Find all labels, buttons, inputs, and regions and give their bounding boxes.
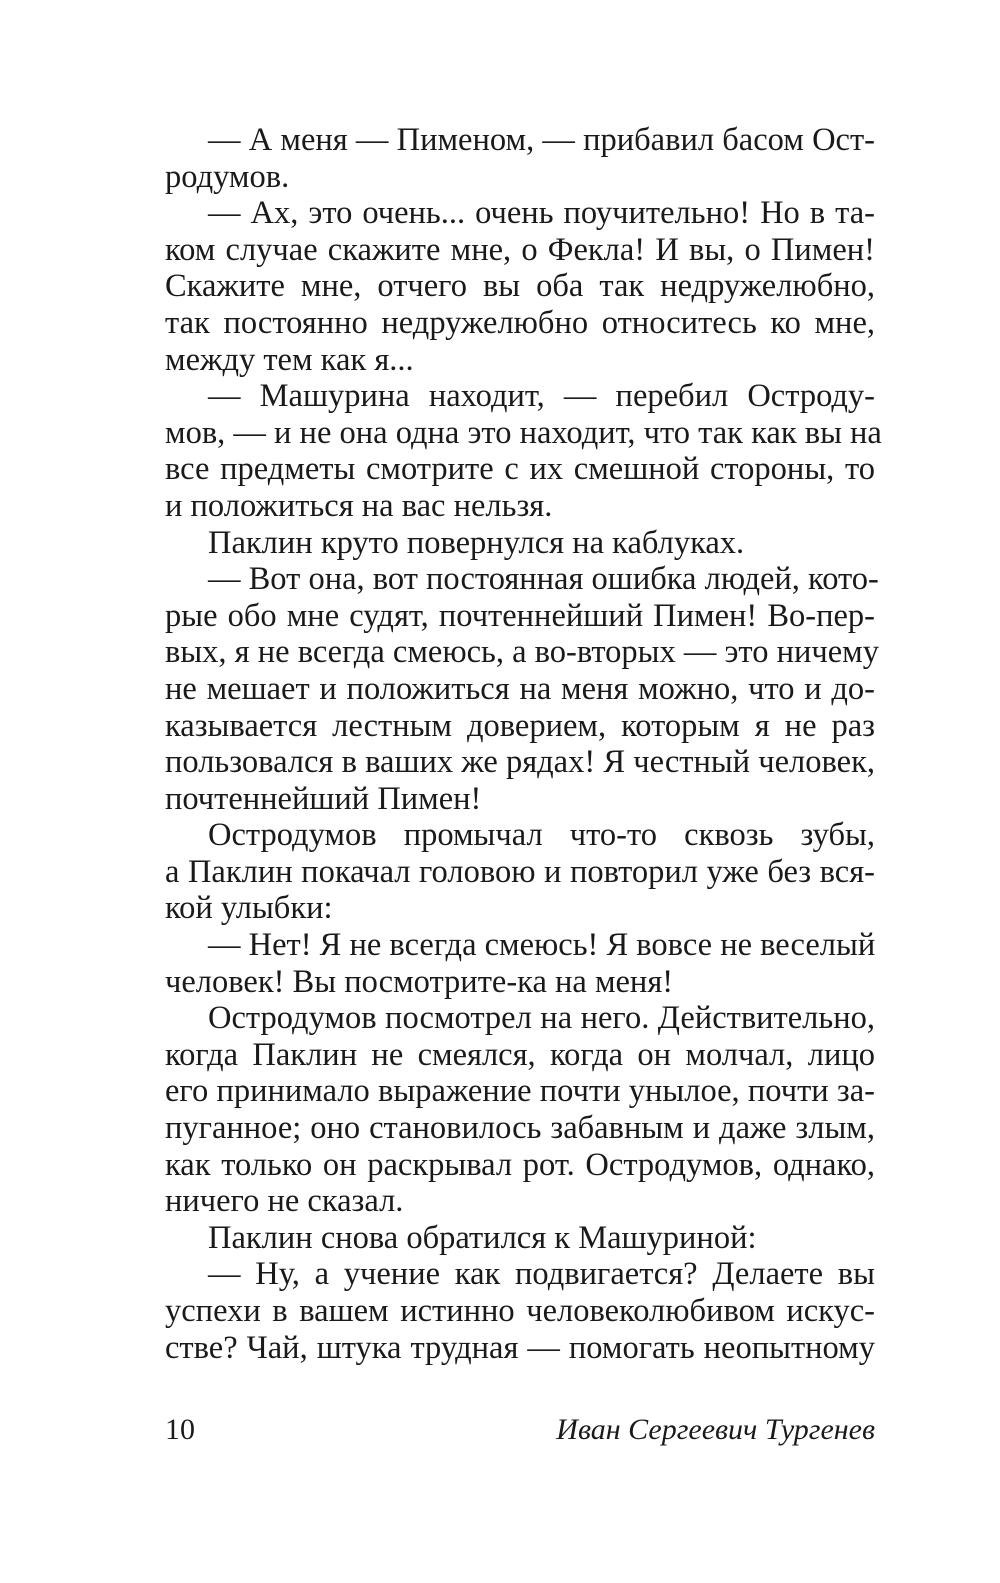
text-line: — Ну, а учение как подвигается? Делаете вы [208, 1256, 875, 1293]
text-line: между тем как я... [165, 341, 414, 378]
text-line: когда Паклин не смеялся, когда он молчал, лицо [165, 1036, 875, 1073]
text-line: его принимало выражение почти унылое, почти за- [165, 1073, 875, 1110]
text-line: почтеннейший Пимен! [165, 780, 482, 817]
text-line: ком случае скажите мне, о Фекла! И вы, о Пимен! [165, 231, 875, 268]
text-line: как только он раскрывал рот. Остродумов, однако, [165, 1146, 875, 1183]
text-line: успехи в вашем истинно человеколюбивом искус- [165, 1293, 875, 1329]
text-line: Паклин круто повернулся на каблуках. [208, 524, 745, 561]
body-text [165, 122, 882, 1366]
text-line: все предметы смотрите с их смешной стороны, то [165, 451, 875, 488]
text-line: — Ах, это очень... очень поучительно! Но в та- [208, 195, 875, 232]
text-line: не мешает и положиться на меня можно, что и до- [165, 670, 875, 707]
text-line: так постоянно недружелюбно относитесь ко мне, [165, 304, 875, 341]
text-line: стве? Чай, штука трудная — помогать неопытному [165, 1329, 875, 1366]
page-number: 10 [165, 1413, 195, 1446]
text-line: а Паклин покачал головою и повторил уже без вся- [165, 853, 875, 890]
text-line: рые обо мне судят, почтеннейший Пимен! Во-пер- [165, 597, 875, 634]
text-line: — Машурина находит, — перебил Остроду- [208, 378, 875, 415]
text-line: вых, я не всегда смеюсь, а во-вторых — это ничему [165, 634, 879, 671]
text-line: Паклин снова обратился к Машуриной: [208, 1219, 757, 1256]
text-line: — А меня — Пименом, — прибавил басом Ост- [208, 122, 875, 158]
text-line: Скажите мне, отчего вы оба так недружелюбно, [165, 268, 875, 305]
text-line: пользовался в ваших же рядах! Я честный человек, [165, 744, 875, 781]
running-title: Иван Сергеевич Тургенев [556, 1413, 875, 1446]
text-line: Остродумов посмотрел на него. Действительно, [208, 1000, 875, 1037]
text-line: человек! Вы посмотрите-ка на меня! [165, 963, 674, 1000]
text-line: — Нет! Я не всегда смеюсь! Я вовсе не веселый [208, 927, 876, 964]
text-line: родумов. [165, 158, 290, 195]
text-line: ничего не сказал. [165, 1183, 404, 1220]
text-line: казывается лестным доверием, которым я не раз [165, 707, 875, 744]
text-line: — Вот она, вот постоянная ошибка людей, кото- [208, 561, 879, 598]
text-line: мов, — и не она одна это находит, что так как вы на [165, 414, 882, 451]
text-line: кой улыбки: [165, 890, 333, 927]
text-line: пуганное; оно становилось забавным и даже злым, [165, 1110, 875, 1147]
page-footer [165, 1410, 875, 1450]
text-line: и положиться на вас нельзя. [165, 487, 553, 524]
text-line: Остродумов промычал что-то сквозь зубы, [208, 817, 875, 854]
